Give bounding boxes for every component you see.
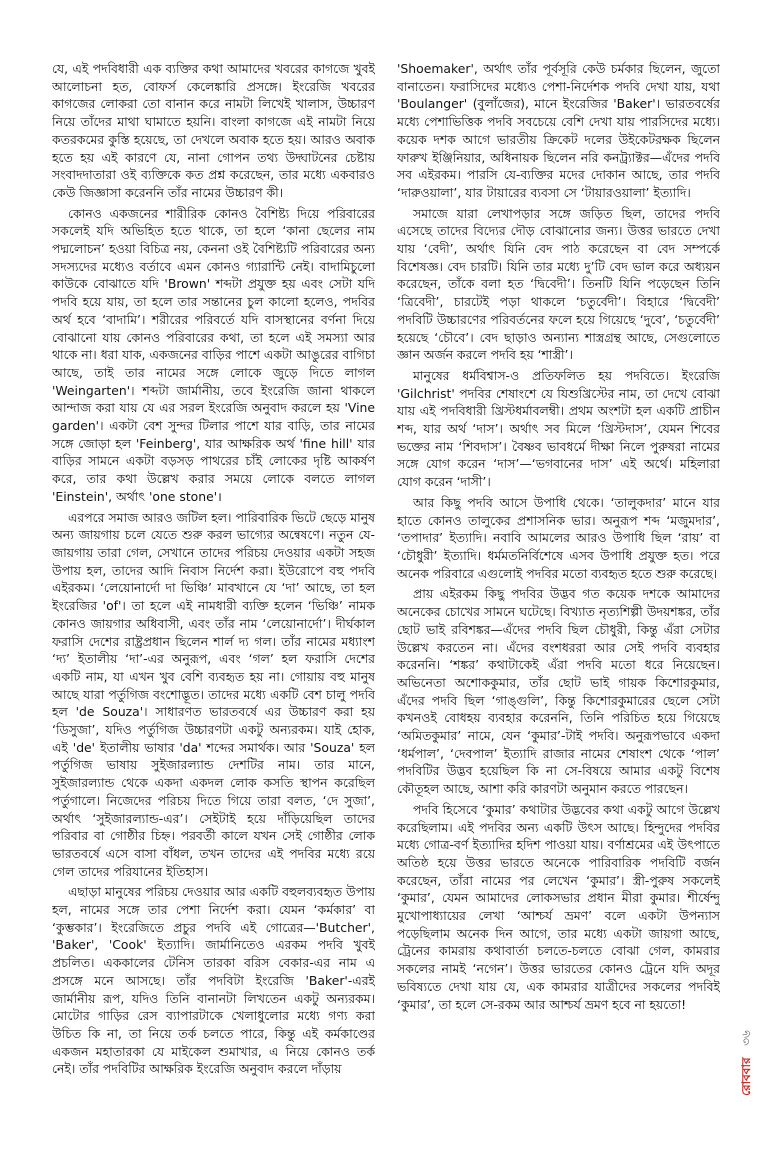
article-page xyxy=(52,60,720,1120)
paragraph: প্রায় এইরকম কিছু পদবির উদ্ভব গত কয়েক দশকে আমাদের অনেকের চোখের সামনে ঘটেছে। বিখ্যাত নৃত্যশিল্পী উদয়শঙ্কর, তাঁর ছোট ভাই রবিশঙ্কর—এঁদের পদবি ছিল চৌধুরী, কিন্তু এঁরা সেটার উল্লেখ করতেন না। এঁদের বংশধররা আর সেই পদবি ব্যবহার করেননি। ‘শঙ্কর’ কথাটাকেই এঁরা পদবি মতো ধরে নিয়েছেন। অভিনেতা অশোককুমার, তাঁর ছোট ভাই গায়ক কিশোরকুমার, এঁদের পদবি ছিল ‘গাঙ্গুলি’, কিন্তু কিশোরকুমারের ছেলে সেটা কখনওই বোধহয় ব্যবহার করেননি, তিনি পরিচিত হয়ে গিয়েছে ‘অমিতকুমার’ নামে, যেন ‘কুমার’-টাই পদবি। অনুরূপভাবে একদা ‘ধর্মপাল’, ‘দেবপাল’ ইত্যাদি রাজার নামের শেষাংশ থেকে ‘পাল’ পদবিটির উদ্ভব হয়েছিল কি না সে-বিষয়ে আমার একটু বিশেষ কৌতূহল আছে, আশা করি কারণটা অনুমান করতে পারছেন। xyxy=(397,586,720,797)
paragraph: যে, এই পদবিধারী এক ব্যক্তির কথা আমাদের খবরের কাগজে খুবই আলোচনা হত, বোফর্স কেলেঙ্কারি প্রসঙ্গে। ইংরেজি খবরের কাগজের লোকরা তো বানান করে নামটা লিখেই খালাস, উচ্চারণ নিয়ে তাঁদের মাথা ঘামাতে হয়নি। বাংলা কাগজে এই নামটা নিয়ে কতরকমের কুস্তি হয়েছে, তা দেখলে অবাক হতে হয়। আরও অবাক হতে হয় এই কারণে যে, নানা গোপন তথ্য উদ্ঘাটনের চেষ্টায় সংবাদদাতারা ওই ব্যক্তিকে কত প্রশ্ন করেছেন, তার মধ্যে একবারও কেউ জিজ্ঞাসা করেননি তাঁর নামের উচ্চারণ কী। xyxy=(52,61,375,200)
page-footer xyxy=(736,1030,756,1140)
paragraph: কোনও একজনের শারীরিক কোনও বৈশিষ্ট্য দিয়ে পরিবারের সকলেই যদি অভিহিত হতে থাকে, তা হলে ‘কানা ছেলের নাম পদ্মলোচন’ হওয়া বিচিত্র নয়, কেননা ওই বৈশিষ্ট্যটি পরিবারের অন্য সদস্যদের মধ্যেও বর্তাবে এমন কোনও গ্যারান্টি নেই। বাদামিচুলো কাউকে বোঝাতে যদি 'Brown' শব্দটা প্রযুক্ত হয় এবং সেটা যদি পদবি হয়ে যায়, তা হলে তার সন্তানের চুল কালো হলেও, পদবির অর্থ হবে ‘বাদামি’। শরীরের পরিবর্তে যদি বাসস্থানের বর্ণনা দিয়ে বোঝানো যায় কোনও পরিবারের কথা, তা হলে এই সমস্যা আর থাকে না। ধরা যাক, একজনের বাড়ির পাশে একটা আঙুরের বাগিচা আছে, তাই তার নামের সঙ্গে লোকে জুড়ে দিতে লাগল 'Weingarten'। শব্দটা জার্মানীয়, তবে ইংরেজি জানা থাকলে আন্দাজ করা যায় যে এর সরল ইংরেজি অনুবাদ করলে হয় 'Vine garden'। একটা বেশ সুন্দর টিলার পাশে যার বাড়ি, তার নামের সঙ্গে জোড়া হল 'Feinberg', যার আক্ষরিক অর্থ 'fine hill' যার বাড়ির সামনে একটা বড়সড় পাথরের চাঁই লোকের দৃষ্টি আকর্ষণ করে, তার কথা উল্লেখ করার সময়ে লোকে বলতে লাগল 'Einstein', অর্থাৎ 'one stone'। xyxy=(52,205,375,504)
paragraph: পদবি হিসেবে ‘কুমার’ কথাটার উদ্ভবের কথা একটু আগে উল্লেখ করেছিলাম। এই পদবির অন্য একটি উৎস আছে। হিন্দুদের পদবির মধ্যে গোত্র-বর্ণ ইত্যাদির হদিশ পাওয়া যায়। বর্ণাশ্রমের এই উৎপাতে অতিষ্ঠ হয়ে উত্তর ভারতে অনেকে পারিবারিক পদবিটি বর্জন করেছেন, তাঁরা নামের পর লেখেন ‘কুমার’। স্ত্রী-পুরুষ সকলেই ‘কুমার’, যেমন আমাদের লোকসভার প্রধান মীরা কুমার। শীর্ষেন্দু মুখোপাধ্যায়ের লেখা ‘আশ্চর্য ভ্রমণ’ বলে একটা উপন্যাস পড়েছিলাম অনেক দিন আগে, তার মধ্যে একটা জায়গা আছে, ট্রেনের কামরায় কথাবার্তা চলতে-চলতে বোঝা গেল, কামরার সকলের নামই ‘নগেন’। উত্তর ভারতের কোনও ট্রেনে যদি অদূর ভবিষ্যতে দেখা যায় যে, এক কামরার যাত্রীদের সকলের পদবিই ‘কুমার’, তা হলে সে-রকম আর আশ্চর্য ভ্রমণ হবে না হয়তো! xyxy=(397,801,720,1012)
left-column xyxy=(52,60,375,1120)
paragraph: এরপরে সমাজ আরও জটিল হল। পারিবারিক ভিটে ছেড়ে মানুষ অন্য জায়গায় চলে যেতে শুরু করল ভাগ্যের অন্বেষণে। নতুন যে-জায়গায় তারা গেল, সেখানে তাদের পরিচয় দেওয়ার একটা সহজ উপায় হল, তাদের আদি নিবাস নির্দেশ করা। ইউরোপে বহু পদবি এইরকম। ‘লেয়োনার্দো দা ভিঞ্চি’ মাবখানে যে ‘দা’ আছে, তা হল ইংরেজির 'of'। তা হলে এই নামধারী ব্যক্তি হলেন ‘ভিঞ্চি’ নামক কোনও জায়গার অধিবাসী, এবং তাঁর নাম ‘লেয়োনার্দো’। দীর্ঘকাল ফরাসি দেশের রাষ্ট্রপ্রধান ছিলেন শার্ল দ্য গল। তাঁর নামের মধ্যাংশ ‘দ্য’ ইতালীয় ‘দা’-এর অনুরূপ, এবং ‘গল’ হল ফরাসি দেশের একটি নাম, যা এখন খুব বেশি ব্যবহৃত হয় না। গোয়ায় বহু মানুষ আছে যারা পর্তুগিজ বংশোদ্ভূত। তাদের মধ্যে একটি বেশ চালু পদবি হল 'de Souza'। সাধারণত ভারতবর্ষে এর উচ্চারণ করা হয় ‘ডিসুজা’, যদিও পর্তুগিজ উচ্চারণটা একটু অন্যরকম। যাই হোক, এই 'de' ইতালীয় ভাষার 'da' শব্দের সমার্থক। আর 'Souza' হল পর্তুগিজ ভাষায় সুইজারল্যান্ড দেশটির নাম। তার মানে, সুইজারল্যান্ড থেকে একদা একদল লোক কসতি স্থাপন করেছিল পর্তুগালে। নিজেদের পরিচয় দিতে গিয়ে তারা বলত, ‘দে সুজা’, অর্থাৎ ‘সুইজারল্যান্ড-এর’। সেইটাই হয়ে দাঁড়িয়েছিল তাদের পরিবার বা গোষ্ঠীর চিহ্ন। পরবর্তী কালে যখন সেই গোষ্ঠীর লোক ভারতবর্ষে এসে বাসা বাঁধল, তখন তাদের এই পদবির মধ্যে রয়ে গেল তাদের পরিযানের ইতিহাস। xyxy=(52,509,375,879)
footer-label xyxy=(736,1030,756,1096)
paragraph: আর কিছু পদবি আসে উপাধি থেকে। ‘তালুকদার’ মানে যার হাতে কোনও তালুকের প্রশাসনিক ভার। অনুরূপ শব্দ ‘মজুমদার’, ‘তপাদার’ ইত্যাদি। নবাবি আমলের আরও উপাধি ছিল ‘রায়’ বা ‘চৌধুরী’ ইত্যাদি। ধর্মমতনির্বিশেষে এসব উপাধি প্রযুক্ত হত। পরে অনেক পরিবারে এগুলোই পদবির মতো ব্যবহৃত হতে শুরু করেছে। xyxy=(397,494,720,581)
page-number: ৩৬ xyxy=(739,1030,753,1046)
magazine-name: রোববার xyxy=(739,1057,753,1096)
paragraph: সমাজে যারা লেখাপড়ার সঙ্গে জড়িত ছিল, তাদের পদবি এসেছে তাদের বিদ্যের দৌড় বোঝানোর জন্য। উত্তর ভারতে দেখা যায় ‘বেদী’, অর্থাৎ যিনি বেদ পাঠ করেছেন বা বেদ সম্পর্কে বিশেষজ্ঞ। বেদ চারটি। যিনি তার মধ্যে দু’টি বেদ ভাল করে অধ্যয়ন করেছেন, তাঁকে বলা হত ‘দ্বিবেদী’। তিনটি যিনি পড়েছেন তিনি ‘ত্রিবেদী’, চারটেই পড়া থাকলে ‘চতুর্বেদী’। বিহারে ‘দ্বিবেদী’ পদবিটি উচ্চারণের পরিবর্তনের ফলে হয়ে গিয়েছে ‘দুবে’, ‘চতুর্বেদী’ হয়েছে ‘চৌবে’। বেদ ছাড়াও অন্যান্য শাস্ত্রগ্রন্থ আছে, সেগুলোতে জ্ঞান অর্জন করলে পদবি হয় ‘শাস্ত্রী’। xyxy=(397,205,720,363)
paragraph: এছাড়া মানুষের পরিচয় দেওয়ার আর একটি বহুলব্যবহৃত উপায় হল, নামের সঙ্গে তার পেশা নির্দেশ করা। যেমন ‘কর্মকার’ বা ‘কুম্ভকার’। ইংরেজিতে প্রচুর পদবি এই গোত্রের—'Butcher', 'Baker', 'Cook' ইত্যাদি। জার্মানিতেও এরকম পদবি খুবই প্রচলিত। এককালের টেনিস তারকা বরিস বেকার-এর নাম এ প্রসঙ্গে মনে আসছে। তাঁর পদবিটা ইংরেজি 'Baker'-এরই জার্মানীয় রূপ, যদিও তিনি বানানটা লিখতেন একটু অন্যরকম। মোটোর গাড়ির রেস ব্যাপারটাকে খেলাধুলোর মধ্যে গণ্য করা উচিত কি না, তা নিয়ে তর্ক চলতে পারে, কিন্তু এই কর্মকাণ্ডের একজন মহাতারকা যে মাইকেল শুমাখার, এ নিয়ে কোনও তর্ক নেই। তাঁর পদবিটির আক্ষরিক ইংরেজি অনুবাদ করলে দাঁড়ায় xyxy=(52,884,375,1077)
paragraph: মানুষের ধর্মবিশ্বাস-ও প্রতিফলিত হয় পদবিতে। ইংরেজি 'Gilchrist' পদবির শেষাংশে যে যিশুখ্রিস্টের নাম, তা দেখে বোঝা যায় এই পদবিধারী খ্রিস্টধর্মাবলম্বী। প্রথম অংশটা হল একটি প্রাচীন শব্দ, যার অর্থ ‘দাস’। অর্থাৎ সব মিলে ‘খ্রিস্টদাস’, যেমন শিবের ভক্তের নাম ‘শিবদাস’। বৈষ্ণব ভাবধর্মে দীক্ষা নিলে পুরুষরা নামের সঙ্গে যোগ করেন ‘দাস’—‘ভগবানের দাস’ এই অর্থে। মহিলারা যোগ করেন ‘দাসী’। xyxy=(397,367,720,490)
paragraph: 'Shoemaker', অর্থাৎ তাঁর পূর্বসূরি কেউ চর্মকার ছিলেন, জুতো বানাতেন। ফরাসিদের মধ্যেও পেশা-নির্দেশক পদবি দেখা যায়, যথা 'Boulanger' (বুলাঁজের), মানে ইংরেজির 'Baker'। ভারতবর্ষের মধ্যে পেশাভিত্তিক পদবি সবচেয়ে বেশি দেখা যায় পারসিদের মধ্যে। কয়েক দশক আগে ভারতীয় ক্রিকেট দলের উইকেটরক্ষক ছিলেন ফারুখ ইঞ্জিনিয়ার, অধিনায়ক ছিলেন নরি কনট্র্যাক্টর—এঁদের পদবি সব এইরকম। পারসি যে-ব্যক্তির মদের দোকান আছে, তার পদবি ‘দারুওয়ালা’, যার টায়ারের ব্যবসা সে ‘টায়ারওয়ালা’ ইত্যাদি। xyxy=(397,61,720,200)
right-column xyxy=(397,60,720,1120)
